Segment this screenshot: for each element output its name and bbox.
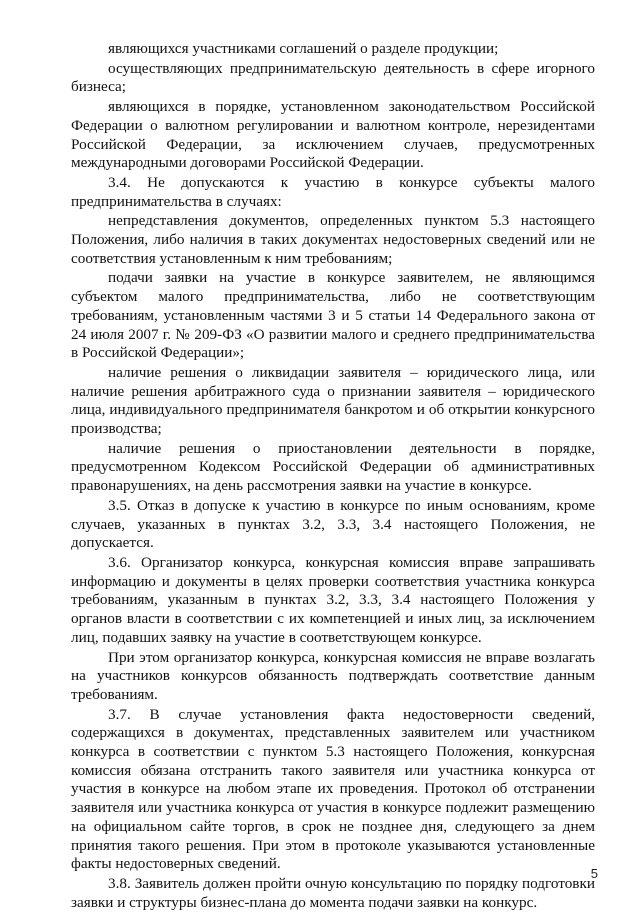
paragraph-not-small-business: подачи заявки на участие в конкурсе заявителем, не являющимся субъектом малого предпринимательства, либо не соответствующим требованиям, установленным частями 3 и 5 статьи 14 Федерального закона от 24 июля 2007 г. № 209-ФЗ «О развитии малого и среднего предпринимательства в Российской Федерации»; [71, 269, 595, 362]
paragraph-gambling-business: осуществляющих предпринимательскую деятельность в сфере игорного бизнеса; [71, 59, 595, 96]
document-body [71, 40, 595, 913]
paragraph-section-3-5: 3.5. Отказ в допуске к участию в конкурсе по иным основаниям, кроме случаев, указанных в пунктах 3.2, 3.3, 3.4 настоящего Положения, не допускается. [71, 496, 595, 552]
paragraph-missing-documents: непредставления документов, определенных пунктом 5.3 настоящего Положения, либо наличия в таких документах недостоверных сведений или не соответствия установленным к ним требованиям; [71, 212, 595, 267]
paragraph-suspension: наличие решения о приостановлении деятельности в порядке, предусмотренном Кодексом Российской Федерации об административных правонарушениях, на день рассмотрения заявки на участие в конкурсе. [71, 439, 595, 495]
paragraph-liquidation: наличие решения о ликвидации заявителя – юридического лица, или наличие решения арбитражного суда о признании заявителя – юридического лица, индивидуального предпринимателя банкротом и об открытии конкурсного производства; [71, 363, 595, 438]
paragraph-participants-psa: являющихся участниками соглашений о разделе продукции; [108, 40, 499, 57]
paragraph-section-3-6: 3.6. Организатор конкурса, конкурсная комиссия вправе запрашивать информацию и документы в целях проверки соответствия участника конкурса требованиям, указанным в пунктах 3.2, 3.3, 3.4 настоящего Положения у органов власти в соответствии с их компетенцией и иных лиц, за исключением лиц, подавших заявку на участие в соответствующем конкурсе. [71, 553, 595, 646]
paragraph-non-residents: являющихся в порядке, установленном законодательством Российской Федерации о валютном регулировании и валютном контроле, нерезидентами Российской Федерации, за исключением случаев, предусмотренных международными договорами Российской Федерации. [71, 98, 595, 172]
paragraph-section-3-8: 3.8. Заявитель должен пройти очную консультацию по порядку подготовки заявки и структуры бизнес-плана до момента подачи заявки на конкурс. [71, 874, 595, 911]
paragraph-no-obligation: При этом организатор конкурса, конкурсная комиссия не вправе возлагать на участников конкурсов обязанность подтверждать соответствие данным требованиям. [71, 648, 595, 703]
paragraph-section-3-7: 3.7. В случае установления факта недостоверности сведений, содержащихся в документах, представленных заявителем или участником конкурса в соответствии с пунктом 5.3 настоящего Положения, конкурсная комиссия обязана отстранить такого заявителя или участника конкурса от участия в конкурсе на любом этапе их проведения. Протокол об отстранении заявителя или участника конкурса от участия в конкурсе подлежит размещению на официальном сайте торгов, в срок не позднее дня, следующего за днем принятия такого решения. При этом в протоколе указываются установленные факты недостоверных сведений. [71, 705, 595, 873]
page-number: 5 [590, 866, 598, 881]
paragraph-section-3-4: 3.4. Не допускаются к участию в конкурсе субъекты малого предпринимательства в случаях: [71, 173, 595, 210]
